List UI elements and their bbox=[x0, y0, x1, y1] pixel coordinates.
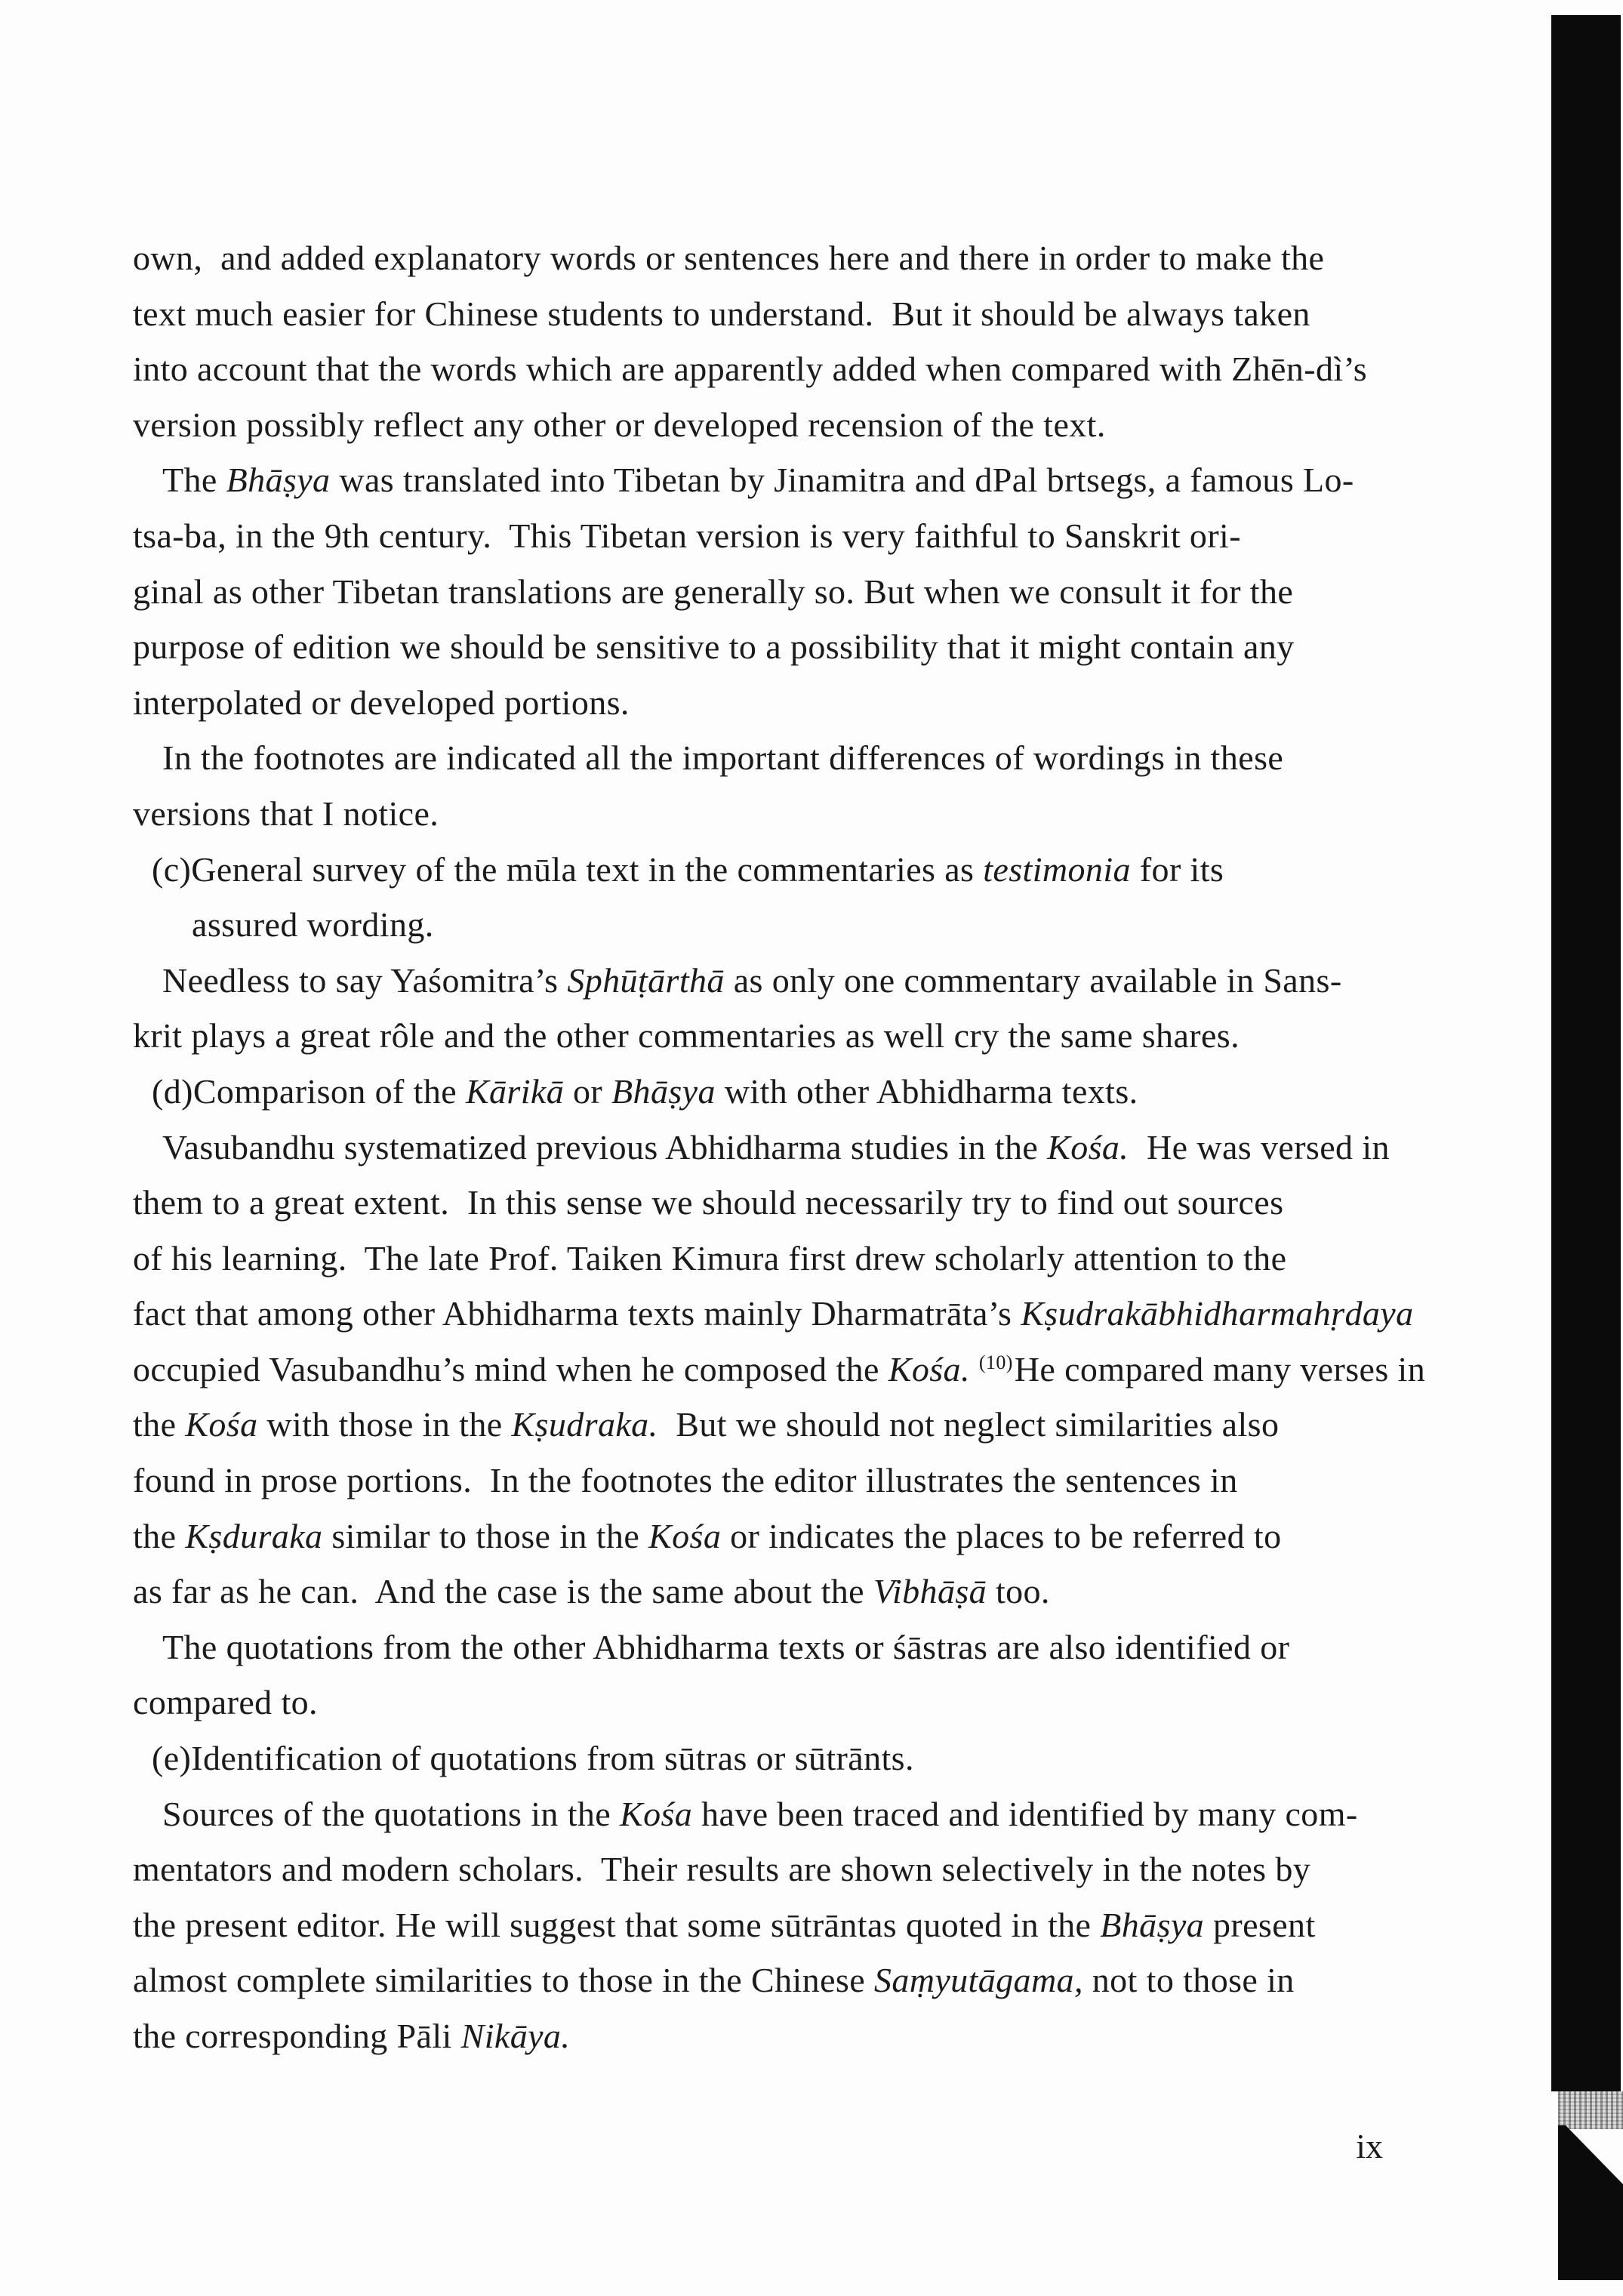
line-text: ginal as other Tibetan translations are generally so. But when we consult it for the bbox=[133, 572, 1294, 611]
section-heading bbox=[0, 1064, 1510, 1120]
line-text: In the footnotes are indicated all the important differences of wordings in these bbox=[162, 738, 1284, 778]
line-text: was translated into Tibetan by Jinamitra and dPal brtsegs, a famous Lo- bbox=[330, 461, 1354, 500]
line-text: or bbox=[564, 1071, 612, 1111]
text-line bbox=[0, 730, 1510, 786]
italic-term: testimonia bbox=[983, 849, 1131, 889]
italic-term: Kṣudraka. bbox=[511, 1405, 658, 1444]
scan-edge-noise bbox=[1558, 2091, 1623, 2129]
italic-term: Kośa bbox=[185, 1405, 258, 1444]
italic-term: Saṃyutāgama, bbox=[873, 1961, 1083, 2000]
line-text: own, and added explanatory words or sentences here and there in order to make the bbox=[133, 239, 1325, 277]
line-text: versions that I notice. bbox=[133, 794, 439, 833]
line-text: the bbox=[133, 1405, 186, 1444]
italic-term: Nikāya. bbox=[460, 2017, 571, 2055]
text-line bbox=[0, 1675, 1510, 1730]
text-line bbox=[0, 1120, 1510, 1176]
line-text: purpose of edition we should be sensitive to a possibility that it might contain any bbox=[133, 627, 1295, 667]
line-text: the bbox=[133, 1516, 186, 1555]
text-line bbox=[0, 1952, 1510, 2008]
section-heading bbox=[0, 842, 1510, 898]
line-text: mentators and modern scholars. Their results are shown selectively in the notes by bbox=[133, 1850, 1311, 1889]
line-text: (c)General survey of the mūla text in the commentaries as bbox=[152, 849, 984, 889]
line-text: not to those in bbox=[1083, 1961, 1295, 2000]
line-text: He compared many verses in bbox=[1014, 1349, 1426, 1388]
line-text: text much easier for Chinese students to understand. But it should be always taken bbox=[133, 294, 1310, 333]
footnote-ref: (10) bbox=[978, 1351, 1013, 1373]
line-text: similar to those in the bbox=[322, 1516, 649, 1555]
italic-term: Bhāṣya bbox=[1100, 1905, 1205, 1944]
line-text: assured wording. bbox=[192, 905, 434, 945]
italic-term: Kṣudrakābhidharmahṛdaya bbox=[1021, 1294, 1414, 1333]
line-text: Sources of the quotations in the bbox=[162, 1794, 620, 1833]
text-line bbox=[0, 1397, 1510, 1453]
text-line bbox=[0, 1620, 1510, 1675]
text-line bbox=[0, 1175, 1510, 1231]
text-line bbox=[0, 1509, 1510, 1564]
text-line bbox=[0, 1008, 1510, 1064]
italic-term: Kośa. bbox=[1047, 1127, 1129, 1166]
line-text: But we should not neglect similarities also bbox=[658, 1405, 1280, 1444]
line-text: as only one commentary available in Sans- bbox=[724, 960, 1342, 1000]
text-line bbox=[0, 786, 1510, 842]
italic-term: Vibhāṣā bbox=[873, 1572, 987, 1611]
line-text: with those in the bbox=[257, 1405, 512, 1444]
line-text: The quotations from the other Abhidharma texts or śāstras are also identified or bbox=[162, 1627, 1290, 1666]
text-line bbox=[0, 953, 1510, 1009]
line-text: too. bbox=[987, 1572, 1050, 1611]
text-line bbox=[0, 1564, 1510, 1620]
line-text: of his learning. The late Prof. Taiken Kimura first drew scholarly attention to the bbox=[133, 1238, 1287, 1277]
page-number: ix bbox=[1356, 2127, 1383, 2165]
line-text: as far as he can. And the case is the same about the bbox=[133, 1572, 873, 1611]
body-text bbox=[0, 230, 1510, 2064]
text-line bbox=[0, 508, 1510, 564]
text-line bbox=[0, 230, 1510, 286]
text-line bbox=[0, 341, 1510, 397]
line-text: or indicates the places to be referred to bbox=[721, 1516, 1282, 1555]
text-line bbox=[0, 1453, 1510, 1509]
text-line bbox=[0, 452, 1510, 508]
text-line bbox=[0, 619, 1510, 675]
italic-term: Kośa. bbox=[888, 1349, 970, 1388]
line-text: The bbox=[162, 461, 226, 500]
line-text: interpolated or developed portions. bbox=[133, 683, 630, 722]
text-line bbox=[0, 1342, 1510, 1398]
text-line bbox=[0, 286, 1510, 342]
section-heading bbox=[0, 1730, 1510, 1786]
line-text: them to a great extent. In this sense we should necessarily try to find out sources bbox=[133, 1183, 1284, 1222]
text-line bbox=[0, 1841, 1510, 1897]
line-text: (e)Identification of quotations from sūtras or sūtrānts. bbox=[152, 1739, 914, 1778]
italic-term: Kṣduraka bbox=[185, 1516, 323, 1555]
scan-edge-shadow bbox=[1551, 15, 1621, 2091]
italic-term: Bhāṣya bbox=[611, 1071, 716, 1111]
line-text: (d)Comparison of the bbox=[152, 1071, 466, 1111]
line-text: the present editor. He will suggest that some sūtrāntas quoted in the bbox=[133, 1905, 1101, 1944]
line-text: compared to. bbox=[133, 1683, 318, 1722]
line-text: occupied Vasubandhu’s mind when he composed the bbox=[133, 1349, 888, 1388]
line-text: He was versed in bbox=[1129, 1127, 1390, 1166]
text-line bbox=[0, 2008, 1510, 2064]
text-line bbox=[0, 564, 1510, 620]
italic-term: Sphūṭārthā bbox=[567, 960, 725, 1000]
line-text: Vasubandhu systematized previous Abhidharma studies in the bbox=[162, 1127, 1048, 1166]
line-text: have been traced and identified by many com- bbox=[692, 1794, 1358, 1833]
text-line bbox=[0, 1897, 1510, 1953]
text-line bbox=[0, 1231, 1510, 1287]
line-text: almost complete similarities to those in the Chinese bbox=[133, 1961, 874, 2000]
line-text: for its bbox=[1130, 849, 1224, 889]
text-line bbox=[0, 397, 1510, 453]
line-text: into account that the words which are apparently added when compared with Zhēn-dì’s bbox=[133, 350, 1368, 389]
italic-term: Kośa bbox=[648, 1516, 722, 1555]
line-text: tsa-ba, in the 9th century. This Tibetan version is very faithful to Sanskrit ori- bbox=[133, 516, 1241, 555]
text-line bbox=[0, 1786, 1510, 1842]
italic-term: Bhāṣya bbox=[226, 461, 331, 500]
scan-edge-wedge bbox=[1555, 2125, 1623, 2284]
line-text: found in prose portions. In the footnotes the editor illustrates the sentences in bbox=[133, 1461, 1238, 1500]
text-line bbox=[0, 1286, 1510, 1342]
italic-term: Kośa bbox=[620, 1794, 693, 1833]
line-text: present bbox=[1204, 1905, 1316, 1944]
text-line bbox=[0, 675, 1510, 731]
line-text: the corresponding Pāli bbox=[133, 2017, 461, 2055]
italic-term: Kārikā bbox=[465, 1071, 565, 1111]
line-text: Needless to say Yaśomitra’s bbox=[162, 960, 568, 1000]
line-text: with other Abhidharma texts. bbox=[715, 1071, 1138, 1111]
line-text: fact that among other Abhidharma texts mainly Dharmatrāta’s bbox=[133, 1294, 1021, 1333]
line-text: krit plays a great rôle and the other commentaries as well cry the same shares. bbox=[133, 1016, 1240, 1056]
line-text: version possibly reflect any other or developed recension of the text. bbox=[133, 405, 1106, 444]
section-heading-continuation bbox=[0, 897, 1510, 953]
